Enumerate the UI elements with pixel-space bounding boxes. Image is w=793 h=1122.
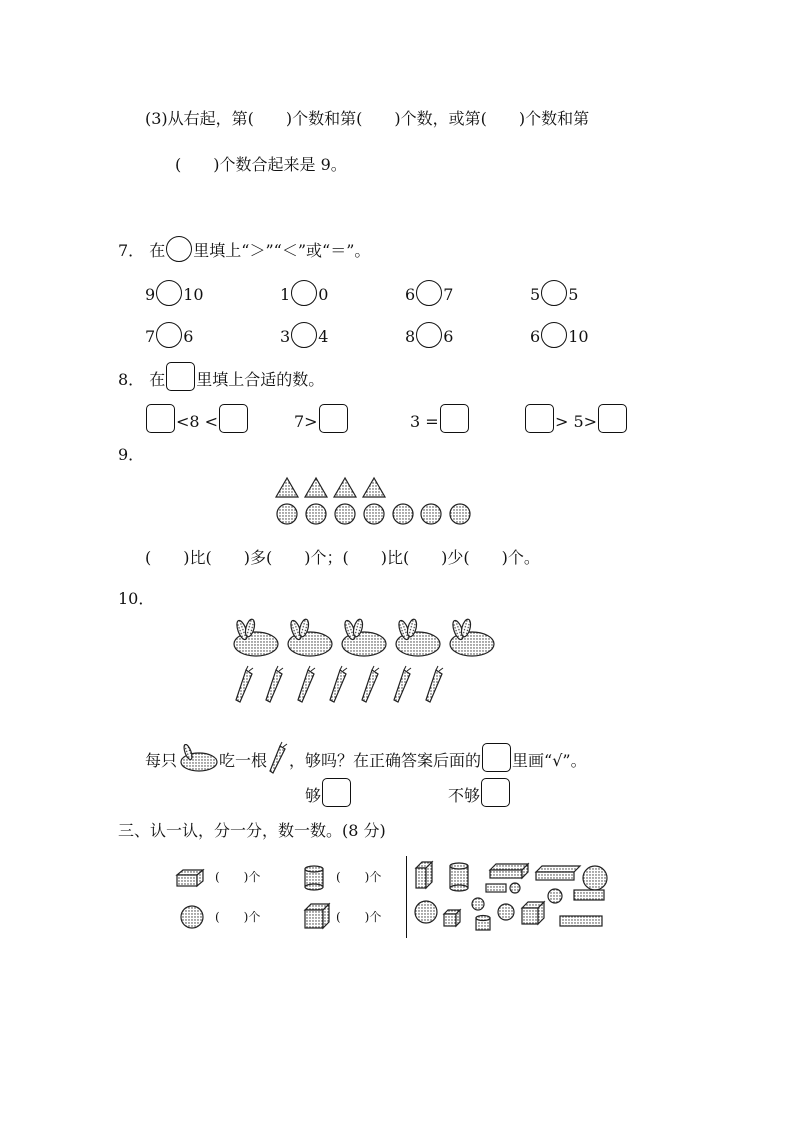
count-sphere: ( )个 — [215, 910, 261, 924]
not-enough-check-box[interactable] — [481, 778, 510, 807]
cube-icon — [522, 902, 544, 924]
q7-number: 7． — [118, 241, 145, 260]
triangle-icon — [334, 478, 356, 497]
q10-number: 10． — [118, 589, 155, 608]
carrot-icon — [298, 666, 315, 702]
q10-option-enough: 够 — [305, 778, 352, 807]
cylinder-icon — [450, 863, 468, 891]
carrot-icon — [267, 740, 289, 774]
enough-check-box[interactable] — [322, 778, 351, 807]
answer-box[interactable] — [440, 404, 469, 433]
cuboid-icon — [486, 884, 506, 892]
q7-r0-c0: 9 10 — [145, 280, 204, 306]
carrot-icon — [236, 666, 253, 702]
answer-box[interactable] — [598, 404, 627, 433]
q7-pre: 在 — [149, 241, 166, 260]
compare-circle[interactable] — [291, 322, 317, 348]
carrot-icon — [330, 666, 347, 702]
carrot-icon — [426, 666, 443, 702]
q7-instruction — [118, 236, 370, 262]
cuboid-icon — [175, 868, 205, 888]
q7-r0-c3: 5 5 — [530, 280, 578, 306]
circle-icon — [364, 504, 384, 524]
q9-sentence: ( )比( )多( )个；( )比( )少( )个。 — [145, 548, 540, 567]
cylinder-icon — [476, 916, 490, 931]
compare-circle[interactable] — [416, 322, 442, 348]
answer-box-icon — [166, 362, 195, 391]
count-cylinder: ( )个 — [336, 870, 382, 884]
rabbit-icon — [342, 618, 386, 656]
sphere-icon — [179, 904, 205, 930]
q9-number: 9． — [118, 445, 145, 464]
q6-3-line1: (3)从右起，第( )个数和第( )个数，或第( )个数和第 — [145, 109, 590, 128]
triangle-icon — [363, 478, 385, 497]
compare-circle[interactable] — [291, 280, 317, 306]
q7-r1-c0: 7 6 — [145, 322, 193, 348]
sphere-icon — [510, 883, 520, 893]
sphere-icon — [415, 901, 437, 923]
q7-r1-c3: 6 10 — [530, 322, 589, 348]
mixed-solids-figure — [412, 856, 612, 936]
rabbit-icon — [177, 744, 219, 772]
sphere-icon — [583, 866, 607, 890]
compare-circle[interactable] — [541, 322, 567, 348]
q8-pre: 在 — [149, 370, 166, 389]
answer-box[interactable] — [319, 404, 348, 433]
rabbit-icon — [450, 618, 494, 656]
carrot-icon — [266, 666, 283, 702]
divider-line — [406, 856, 407, 938]
q7-r1-c2: 8 6 — [405, 322, 453, 348]
count-cube: ( )个 — [336, 910, 382, 924]
compare-circle[interactable] — [416, 280, 442, 306]
answer-box-icon — [482, 743, 511, 772]
rabbit-row — [234, 618, 494, 656]
q8-item-1: 7> — [294, 404, 349, 433]
circle-row — [277, 504, 470, 524]
cuboid-icon — [490, 864, 528, 878]
cube-icon — [303, 902, 331, 930]
answer-box[interactable] — [219, 404, 248, 433]
compare-circle[interactable] — [156, 280, 182, 306]
rabbit-icon — [396, 618, 440, 656]
q8-item-3: > 5> — [524, 404, 628, 433]
sphere-icon — [498, 904, 514, 920]
cuboid-icon — [560, 916, 602, 926]
q8-item-2: 3 = — [410, 404, 470, 433]
count-cuboid: ( )个 — [215, 870, 261, 884]
rabbit-icon — [288, 618, 332, 656]
compare-circle[interactable] — [156, 322, 182, 348]
q7-r0-c2: 6 7 — [405, 280, 453, 306]
q10-rabbits-carrots-figure — [228, 618, 498, 706]
cuboid-icon — [536, 866, 580, 880]
circle-icon — [450, 504, 470, 524]
triangle-icon — [305, 478, 327, 497]
q10-question: 每只 吃一根 ，够吗？在正确答案后面的 里画“√”。 — [145, 740, 587, 774]
circle-icon — [306, 504, 326, 524]
circle-icon — [277, 504, 297, 524]
carrot-icon — [394, 666, 411, 702]
q6-3-line2: ( )个数合起来是 9。 — [175, 155, 347, 174]
q8-number: 8． — [118, 370, 145, 389]
circle-icon — [335, 504, 355, 524]
cuboid-icon — [416, 862, 432, 888]
sphere-icon — [548, 889, 562, 903]
answer-box[interactable] — [525, 404, 554, 433]
cylinder-icon — [303, 864, 325, 892]
carrot-icon — [362, 666, 379, 702]
answer-circle-icon — [166, 236, 192, 262]
q10-option-not-enough: 不够 — [448, 778, 511, 807]
cube-icon — [444, 910, 460, 926]
q7-post: 里填上“＞”“＜”或“＝”。 — [193, 241, 371, 260]
q8-item-0: <8 < — [145, 404, 249, 433]
triangle-icon — [276, 478, 298, 497]
section3-title: 三、认一认，分一分，数一数。(8 分) — [118, 821, 386, 840]
sphere-icon — [472, 898, 484, 910]
triangle-row — [276, 478, 385, 497]
circle-icon — [393, 504, 413, 524]
q8-instruction — [118, 362, 324, 391]
rabbit-icon — [234, 618, 278, 656]
q7-r0-c1: 1 0 — [280, 280, 328, 306]
q9-shapes-figure — [270, 476, 475, 528]
q7-r1-c1: 3 4 — [280, 322, 328, 348]
cuboid-icon — [574, 890, 604, 900]
carrot-row — [236, 666, 443, 702]
circle-icon — [421, 504, 441, 524]
answer-box[interactable] — [146, 404, 175, 433]
compare-circle[interactable] — [541, 280, 567, 306]
q8-post: 里填上合适的数。 — [196, 370, 325, 389]
